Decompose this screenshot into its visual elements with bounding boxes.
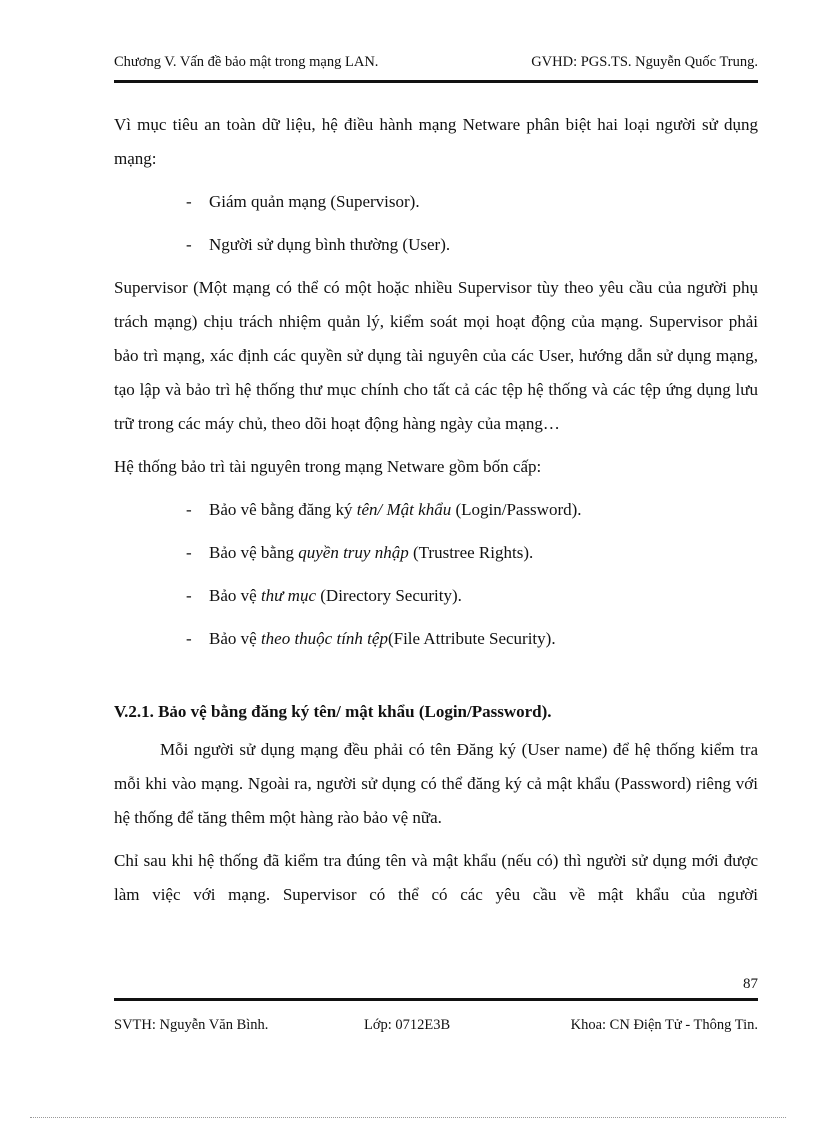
header-rule (114, 80, 758, 83)
list-item-text: (Directory Security). (316, 586, 462, 605)
bullet-dash: - (186, 629, 192, 648)
paragraph-password: Chỉ sau khi hệ thống đã kiểm tra đúng tên và mật khẩu (nếu có) thì người sử dụng mới được làm việc với mạng. Supervisor có thể có các yêu cầu về mật khẩu của người (114, 851, 758, 904)
list-item-emphasis: thư mục (260, 586, 317, 605)
header-chapter-title: Chương V. Vấn đề bảo mật trong mạng LAN. (114, 54, 379, 70)
list-item-text: Bảo vệ (209, 629, 261, 648)
page-number: 87 (743, 976, 758, 992)
list-item-emphasis: tên/ Mật khẩu (356, 500, 452, 519)
bullet-dash: - (186, 192, 192, 211)
footer-rule (114, 998, 758, 1001)
list-item-emphasis: quyền truy nhập (298, 543, 409, 562)
footer-student: SVTH: Nguyễn Văn Bình. (114, 1017, 269, 1033)
paragraph-intro: Vì mục tiêu an toàn dữ liệu, hệ điều hành mạng Netware phân biệt hai loại người sử dụng mạng: (114, 115, 758, 168)
list-item-emphasis: theo thuộc tính tệp (260, 629, 388, 648)
list-item-text: Người sử dụng bình thường (User). (209, 235, 451, 254)
page-header (114, 54, 758, 72)
bullet-dash: - (186, 500, 192, 519)
list-item-text: (Login/Password). (451, 500, 582, 519)
list-item-text: Giám quản mạng (Supervisor). (209, 192, 420, 211)
section-heading: V.2.1. Bảo vệ bằng đăng ký tên/ mật khẩu (Login/Password). (114, 702, 552, 721)
list-item-text: Bảo vệ (209, 586, 261, 605)
footer-faculty: Khoa: CN Điện Tử - Thông Tin. (570, 1017, 758, 1033)
list-item-text: Bảo vê bằng đăng ký (209, 500, 357, 519)
list-item (114, 622, 758, 656)
list-item-text: (Trustree Rights). (408, 543, 534, 562)
footer-class: Lớp: 0712E3B (364, 1017, 451, 1033)
list-item-text: Bảo vệ bằng (209, 543, 299, 562)
page-footer (114, 1017, 758, 1035)
list-item (114, 185, 758, 219)
list-item (114, 579, 758, 613)
paragraph-supervisor: Supervisor (Một mạng có thể có một hoặc nhiều Supervisor tùy theo yêu cầu của người phụ trách mạng) chịu trách nhiệm quản lý, kiểm soát mọi hoạt động của mạng. Supervisor phải bảo trì mạng, xác định các quyền sử dụng tài nguyên của các User, hướng dẫn sử dụng mạng, tạo lập và bảo trì hệ thống thư mục chính cho tất cả các tệp hệ thống và các tệp ứng dụng lưu trữ trong các máy chủ, theo dõi hoạt động hàng ngày của mạng… (114, 278, 758, 433)
page-edge (30, 1117, 786, 1118)
bullet-dash: - (186, 235, 192, 254)
bullet-dash: - (186, 586, 192, 605)
document-body (114, 108, 758, 912)
list-item (114, 536, 758, 570)
paragraph-levels: Hệ thống bảo trì tài nguyên trong mạng Netware gồm bốn cấp: (114, 457, 542, 476)
bullet-dash: - (186, 543, 192, 562)
list-item-text: (File Attribute Security). (387, 629, 556, 648)
list-item (114, 493, 758, 527)
list-item (114, 228, 758, 262)
header-advisor: GVHD: PGS.TS. Nguyễn Quốc Trung. (531, 54, 758, 70)
paragraph-login: Mỗi người sử dụng mạng đều phải có tên Đăng ký (User name) để hệ thống kiểm tra mỗi khi vào mạng. Ngoài ra, người sử dụng có thể đăng ký cả mật khẩu (Password) riêng với hệ thống để tăng thêm một hàng rào bảo vệ nữa. (114, 740, 758, 827)
